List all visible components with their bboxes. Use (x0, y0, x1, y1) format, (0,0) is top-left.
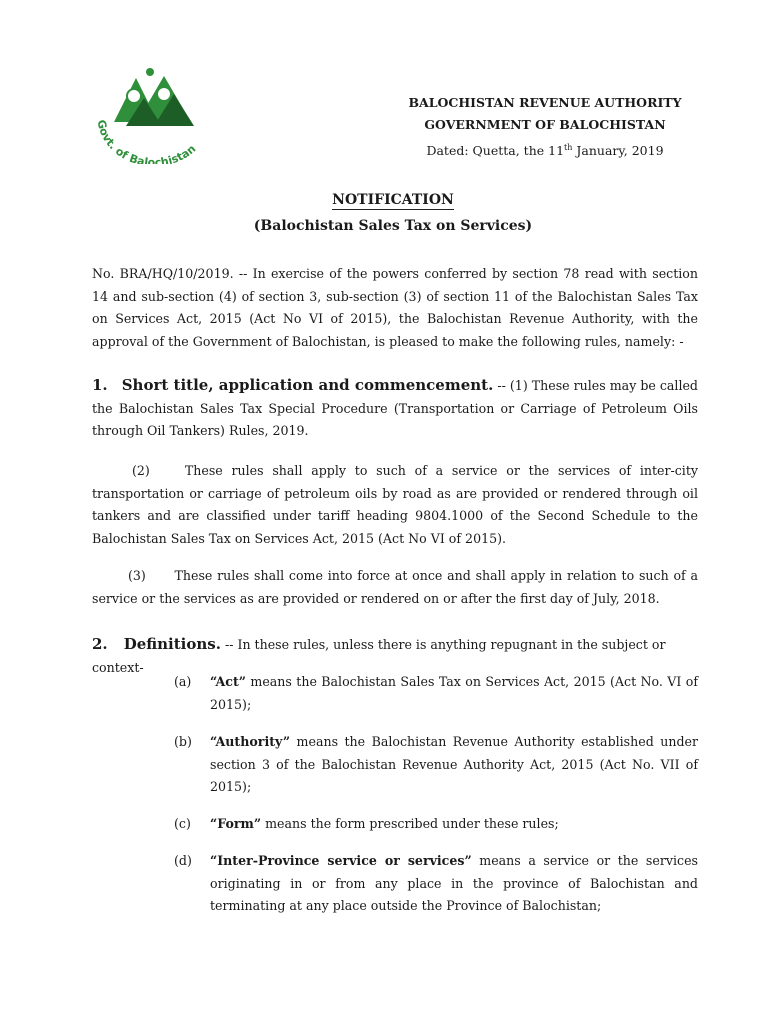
authority-name: BALOCHISTAN REVENUE AUTHORITY (408, 95, 682, 110)
notification-subtitle: (Balochistan Sales Tax on Services) (253, 218, 533, 234)
def-c: “Form” means the form prescribed under these rules; (210, 816, 559, 831)
intro-paragraph: No. BRA/HQ/10/2019. -- In exercise of the powers conferred by section 78 read with section 14 and sub-section (4) of section 3, sub-section (3) of section 11 of the Balochistan Sales Tax on Services Act, 2015 (Act No VI of 2015), the Balochistan Revenue Authority, with the approval of the Government of Balochistan, is pleased to make the following rules, namely: - (92, 266, 698, 350)
def-b-letter: (b) (174, 734, 192, 749)
section-1-sub-2: (2) These rules shall apply to such of a service or the services of inter-city transportation or carriage of petroleum oils by road as are provided or rendered through oil tankers and are classified under tariff heading 9804.1000 of the Second Schedule to the Balochistan Sales Tax on Services Act, 2015 (Act No VI of 2015). (92, 463, 699, 547)
def-c-letter: (c) (174, 816, 191, 831)
section-1-number: 1. (92, 376, 108, 394)
section-1-sub-3: (3) These rules shall come into force at once and shall apply in relation to such of a service or the services as are provided or rendered on or after the first day of July, 2018. (92, 568, 698, 606)
section-2-intro: 2. Definitions. -- In these rules, unless there is anything repugnant in the subject or context- (92, 635, 666, 675)
govt-logo (92, 64, 216, 164)
notification-title: NOTIFICATION (332, 192, 454, 208)
date-line: Dated: Quetta, the 11th January, 2019 (426, 143, 664, 159)
def-d-letter: (d) (174, 853, 192, 868)
section-1-heading: Short title, application and commencement. (121, 376, 494, 394)
def-b: “Authority” means the Balochistan Revenue Authority established under section 3 of the Balochistan Revenue Authority Act, 2015 (Act No. VII of 2015); (210, 734, 698, 795)
section-2-heading: Definitions. (123, 635, 221, 653)
section-1-sub-1: 1. Short title, application and commencement. -- (1) These rules may be called the Balochistan Sales Tax Special Procedure (Transportation or Carriage of Petroleum Oils through Oil Tankers) Rules, 2019. (92, 376, 698, 439)
def-d: “Inter-Province service or services” means a service or the services originating in or from any place in the province of Balochistan and terminating at any place outside the Province of Balochistan; (210, 853, 698, 914)
balochistan-emblem-icon (92, 64, 216, 164)
government-name: GOVERNMENT OF BALOCHISTAN (424, 117, 666, 132)
def-a: “Act” means the Balochistan Sales Tax on Services Act, 2015 (Act No. VI of 2015); (210, 674, 698, 712)
emblem-text: Govt. of Balochistan (94, 118, 199, 164)
def-a-letter: (a) (174, 674, 192, 689)
section-2-number: 2. (92, 635, 108, 653)
letterhead (400, 92, 690, 162)
